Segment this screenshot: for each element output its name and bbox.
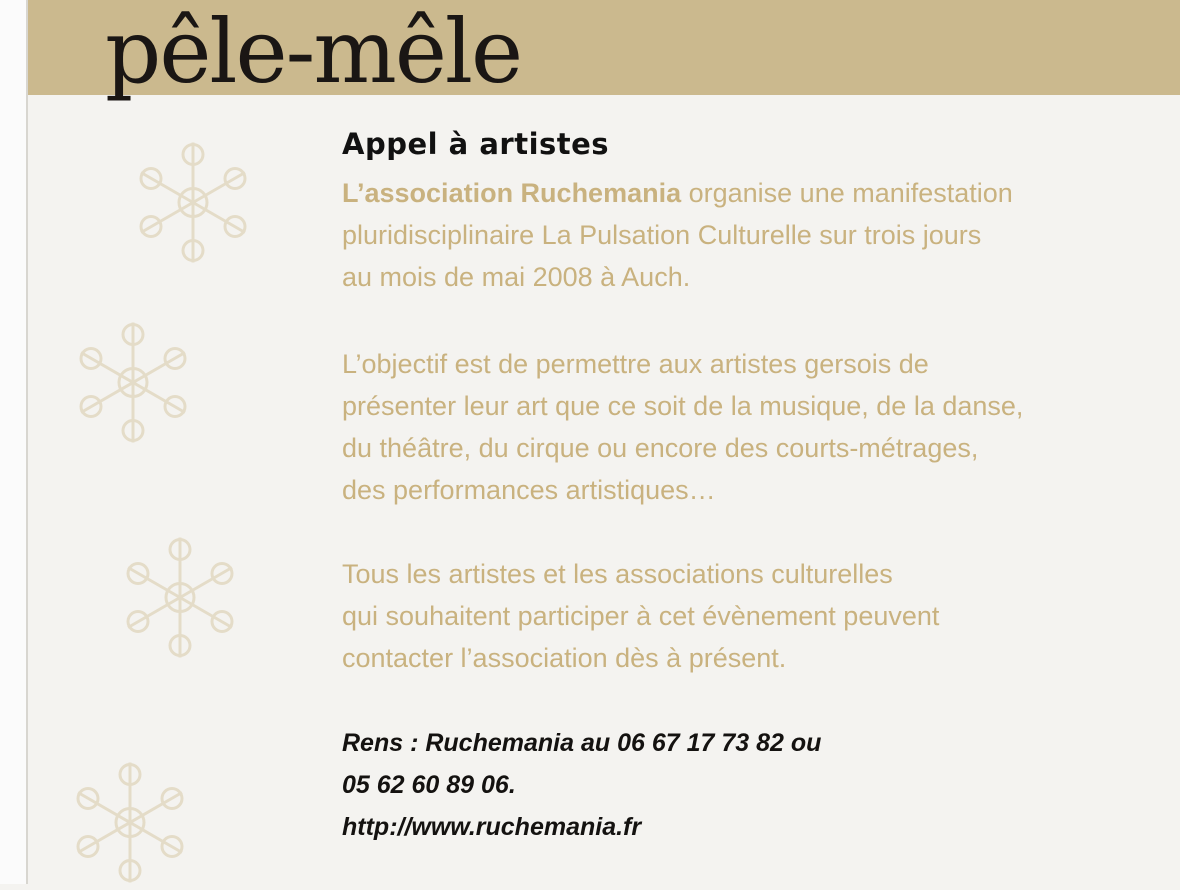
paragraph-line: du théâtre, du cirque ou encore des courts-métrages,	[342, 433, 979, 463]
intro-line	[342, 178, 1013, 209]
section-title: pêle-mêle	[105, 0, 522, 103]
snowflake-icon	[115, 530, 245, 665]
intro-text: organise une manifestation	[681, 178, 1013, 208]
paragraph-line: L’objectif est de permettre aux artistes gersois de	[342, 349, 929, 379]
contact-phone: Rens : Ruchemania au 06 67 17 73 82 ou	[342, 729, 822, 757]
paragraph-line: qui souhaitent participer à cet évènement peuvent	[342, 601, 940, 631]
snowflake-icon	[68, 315, 198, 450]
intro-line: au mois de mai 2008 à Auch.	[342, 262, 691, 292]
paragraph-line: présenter leur art que ce soit de la musique, de la danse,	[342, 391, 1024, 421]
paragraph-line: des performances artistiques…	[342, 475, 716, 505]
association-name: L’association Ruchemania	[342, 178, 682, 208]
article-heading: Appel à artistes	[342, 127, 610, 161]
page-edge	[0, 0, 28, 884]
snowflake-icon	[128, 135, 258, 270]
website-link[interactable]: http://www.ruchemania.fr	[342, 813, 642, 841]
intro-line: pluridisciplinaire La Pulsation Culturelle sur trois jours	[342, 220, 982, 250]
paragraph-line: contacter l’association dès à présent.	[342, 643, 787, 673]
snowflake-icon	[65, 755, 195, 890]
paragraph-line: Tous les artistes et les associations culturelles	[342, 559, 893, 589]
contact-phone-2: 05 62 60 89 06.	[342, 771, 516, 799]
